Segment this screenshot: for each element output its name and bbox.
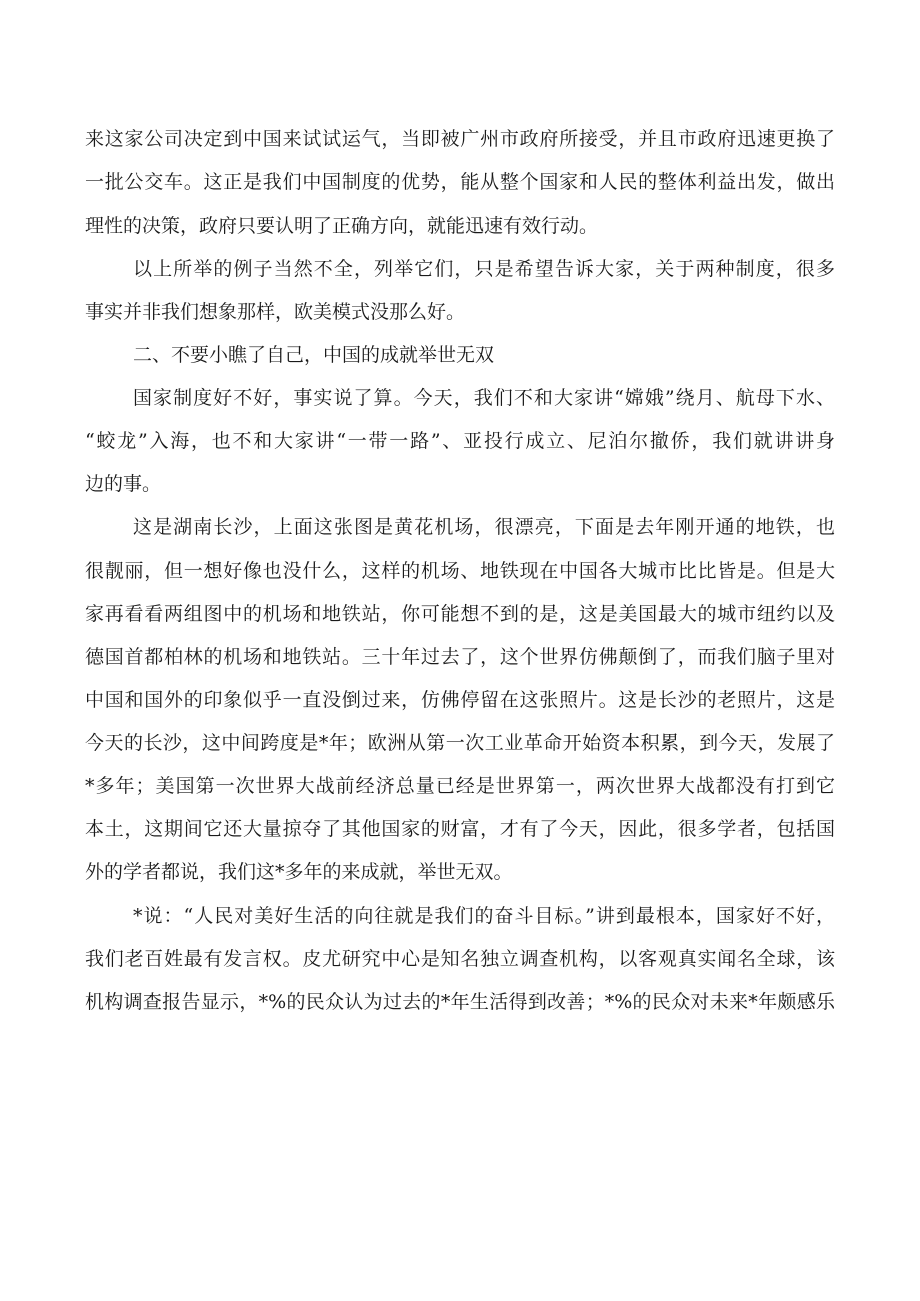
text-line: 德国首都柏林的机场和地铁站。三十年过去了，这个世界仿佛颠倒了，而我们脑子里对	[85, 646, 835, 668]
text-line: 家再看看两组图中的机场和地铁站，你可能想不到的是，这是美国最大的城市纽约以及	[85, 603, 835, 625]
text-line: 国家制度好不好，事实说了算。今天，我们不和大家讲“嫦娥”绕月、航母下水、	[133, 387, 835, 409]
section-heading: 二、不要小瞧了自己，中国的成就举世无双	[133, 344, 495, 366]
text-line: 边的事。	[85, 473, 162, 495]
text-line: 事实并非我们想象那样，欧美模式没那么好。	[85, 301, 466, 323]
text-line: 外的学者都说，我们这*多年的来成就，举世无双。	[85, 861, 513, 883]
text-line: 机构调查报告显示，*%的民众认为过去的*年生活得到改善；*%的民众对未来*年颇感乐	[85, 991, 835, 1013]
text-line: 我们老百姓最有发言权。皮尤研究中心是知名独立调查机构，以客观真实闻名全球，该	[85, 948, 835, 970]
text-line: 来这家公司决定到中国来试试运气，当即被广州市政府所接受，并且市政府迅速更换了	[85, 128, 835, 150]
text-line: *说：“人民对美好生活的向往就是我们的奋斗目标。”讲到最根本，国家好不好，	[133, 905, 835, 927]
text-line: 本土，这期间它还大量掠夺了其他国家的财富，才有了今天，因此，很多学者，包括国	[85, 818, 835, 840]
text-line: 今天的长沙，这中间跨度是*年；欧洲从第一次工业革命开始资本积累，到今天，发展了	[85, 732, 835, 754]
text-line: 一批公交车。这正是我们中国制度的优势，能从整个国家和人民的整体利益出发，做出	[85, 171, 835, 193]
text-line: 以上所举的例子当然不全，列举它们，只是希望告诉大家，关于两种制度，很多	[133, 258, 835, 280]
text-line: *多年；美国第一次世界大战前经济总量已经是世界第一，两次世界大战都没有打到它	[85, 775, 835, 797]
text-line: 很靓丽，但一想好像也没什么，这样的机场、地铁现在中国各大城市比比皆是。但是大	[85, 560, 835, 582]
text-line: 理性的决策，政府只要认明了正确方向，就能迅速有效行动。	[85, 215, 599, 237]
text-line: 中国和国外的印象似乎一直没倒过来，仿佛停留在这张照片。这是长沙的老照片，这是	[85, 689, 835, 711]
text-line: 这是湖南长沙，上面这张图是黄花机场，很漂亮，下面是去年刚开通的地铁，也	[133, 516, 835, 538]
text-line: “蛟龙”入海，也不和大家讲“一带一路”、亚投行成立、尼泊尔撤侨，我们就讲讲身	[85, 430, 835, 452]
